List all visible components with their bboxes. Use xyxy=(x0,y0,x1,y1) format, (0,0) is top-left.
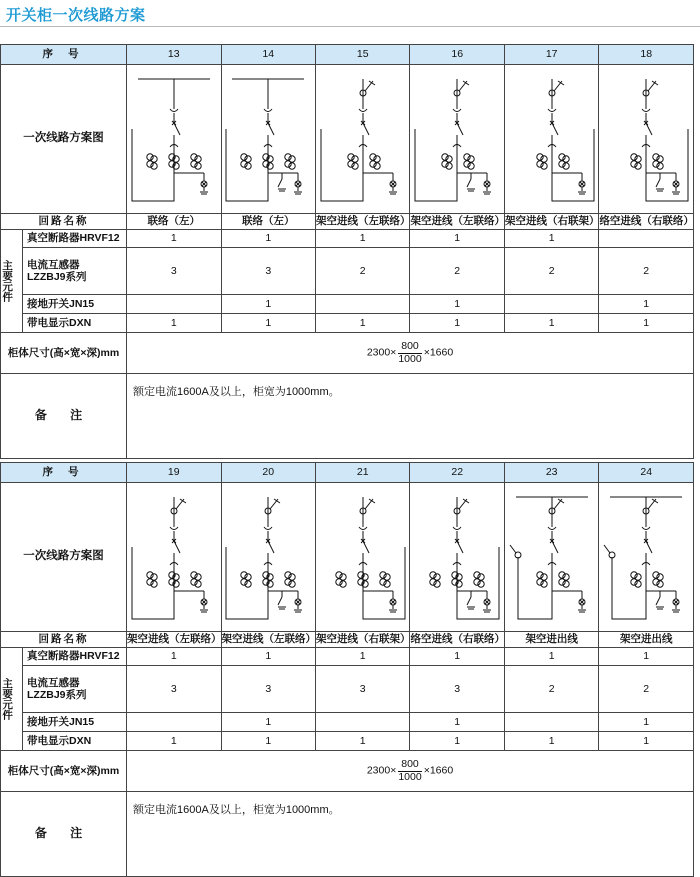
main-components-text: 主要元件 xyxy=(1,260,14,302)
dim-width-1000: 1000 xyxy=(398,352,422,365)
current-transformer-icon xyxy=(536,572,546,587)
current-transformer-icon xyxy=(285,572,295,587)
indicator-qty: 1 xyxy=(221,732,315,751)
scheme-number: 22 xyxy=(410,463,504,483)
current-transformer-icon xyxy=(430,572,440,587)
earthing-switch-icon xyxy=(656,173,664,191)
diagram-row-label: 一次线路方案图 xyxy=(1,65,127,214)
indicator-qty: 1 xyxy=(315,732,409,751)
indicator-qty: 1 xyxy=(504,732,598,751)
scheme-number: 14 xyxy=(221,45,315,65)
page-title: 开关柜一次线路方案 xyxy=(6,7,146,24)
dim-width-1000: 1000 xyxy=(398,770,422,783)
circuit-name-label: 回路名称 xyxy=(1,214,127,230)
circuit-name: 架空进出线 xyxy=(504,632,598,648)
current-transformer-icon xyxy=(147,572,157,587)
ct-qty: 3 xyxy=(221,248,315,295)
current-transformer-icon xyxy=(558,572,568,587)
dim-times: × xyxy=(390,346,397,359)
indicator-label: 带电显示DXN xyxy=(23,314,127,333)
single-line-diagram xyxy=(600,487,692,627)
breaker-qty: 1 xyxy=(410,648,504,666)
indicator-label: 带电显示DXN xyxy=(23,732,127,751)
dim-width-800: 800 xyxy=(401,758,419,771)
tie-line xyxy=(612,557,646,619)
breaker-qty: 1 xyxy=(221,648,315,666)
breaker-label: 真空断路器HRVF12 xyxy=(23,648,127,666)
dim-times: × xyxy=(423,764,430,777)
ct-qty: 2 xyxy=(410,248,504,295)
current-transformer-icon xyxy=(442,154,452,169)
ct-qty: 2 xyxy=(599,666,694,713)
main-components-label xyxy=(1,230,23,333)
circuit-breaker-icon xyxy=(172,121,180,135)
circuit-name: 架空进线（左联络） xyxy=(315,214,409,230)
scheme-number: 23 xyxy=(504,463,598,483)
ct-qty: 2 xyxy=(504,666,598,713)
circuit-breaker-icon xyxy=(644,121,652,135)
dim-depth: 1660 xyxy=(429,764,454,777)
circuit-name: 架空进线（左联络） xyxy=(127,632,221,648)
cable-head-icon xyxy=(265,499,280,514)
seq-header: 序 号 xyxy=(1,463,127,483)
plug-contact-icon xyxy=(170,109,178,112)
cable-head-icon xyxy=(549,499,564,514)
breaker-qty: 1 xyxy=(599,648,694,666)
ct-qty: 3 xyxy=(127,666,221,713)
notes-text: 额定电流1600A及以上，柜宽为1000mm。 xyxy=(127,374,694,459)
current-transformer-icon xyxy=(558,154,568,169)
circuit-name: 架空进线（左联络） xyxy=(410,214,504,230)
diagram-row-label: 一次线路方案图 xyxy=(1,483,127,632)
breaker-qty: 1 xyxy=(504,230,598,248)
voltage-indicator-icon xyxy=(578,173,586,194)
earth-switch-label: 接地开关JN15 xyxy=(23,295,127,314)
plug-contact-icon xyxy=(642,109,650,112)
cable-head-icon xyxy=(454,499,469,514)
current-transformer-icon xyxy=(263,572,273,587)
dims-value xyxy=(127,333,694,374)
earth-switch-qty: 1 xyxy=(410,295,504,314)
single-line-diagram xyxy=(222,69,314,209)
tie-line xyxy=(518,557,552,619)
ct-qty: 3 xyxy=(315,666,409,713)
dim-width-800: 800 xyxy=(401,340,419,353)
circuit-name: 架空进线（左联络） xyxy=(221,632,315,648)
arrester-icon xyxy=(604,545,615,558)
voltage-indicator-icon xyxy=(389,591,397,612)
voltage-indicator-icon xyxy=(672,173,680,194)
cable-head-icon xyxy=(549,81,564,96)
indicator-qty: 1 xyxy=(221,314,315,333)
circuit-name: 络空进线（右联络） xyxy=(599,214,694,230)
diagram-cell xyxy=(504,483,598,632)
diagram-cell xyxy=(221,65,315,214)
current-transformer-icon xyxy=(653,572,663,587)
notes-label: 备 注 xyxy=(1,374,127,459)
voltage-indicator-icon xyxy=(483,173,491,194)
plug-contact-icon xyxy=(264,527,272,530)
dim-width-fraction xyxy=(398,341,421,364)
breaker-qty: 1 xyxy=(127,230,221,248)
current-transformer-icon xyxy=(653,154,663,169)
tie-line xyxy=(415,129,457,201)
diagram-cell xyxy=(315,65,409,214)
breaker-qty: 1 xyxy=(315,230,409,248)
cable-head-icon xyxy=(643,499,658,514)
current-transformer-icon xyxy=(474,572,484,587)
ct-qty: 2 xyxy=(599,248,694,295)
cable-head-icon xyxy=(643,81,658,96)
diagram-cell xyxy=(599,65,694,214)
indicator-qty: 1 xyxy=(504,314,598,333)
earthing-switch-icon xyxy=(467,173,475,191)
single-line-diagram xyxy=(411,69,503,209)
current-transformer-icon xyxy=(191,154,201,169)
circuit-breaker-icon xyxy=(550,121,558,135)
voltage-indicator-icon xyxy=(483,591,491,612)
ct-label-line1: 电流互感器 xyxy=(27,258,80,271)
cable-head-icon xyxy=(454,81,469,96)
circuit-name: 络空进线（右联络） xyxy=(410,632,504,648)
indicator-qty: 1 xyxy=(127,732,221,751)
circuit-breaker-icon xyxy=(455,121,463,135)
diagram-cell xyxy=(315,483,409,632)
current-transformer-icon xyxy=(464,154,474,169)
circuit-name: 联络（左） xyxy=(221,214,315,230)
earth-switch-qty xyxy=(127,295,221,314)
earth-switch-qty xyxy=(504,713,598,732)
voltage-indicator-icon xyxy=(389,173,397,194)
dim-times: × xyxy=(390,764,397,777)
earth-switch-label: 接地开关JN15 xyxy=(23,713,127,732)
voltage-indicator-icon xyxy=(200,173,208,194)
single-line-diagram xyxy=(506,487,598,627)
circuit-breaker-icon xyxy=(172,539,180,553)
current-transformer-icon xyxy=(285,154,295,169)
seq-header: 序 号 xyxy=(1,45,127,65)
earthing-switch-icon xyxy=(278,173,286,191)
circuit-breaker-icon xyxy=(550,539,558,553)
voltage-indicator-icon xyxy=(294,173,302,194)
ct-qty: 2 xyxy=(504,248,598,295)
breaker-label: 真空断路器HRVF12 xyxy=(23,230,127,248)
diagram-cell xyxy=(599,483,694,632)
earth-switch-qty xyxy=(315,713,409,732)
indicator-qty: 1 xyxy=(127,314,221,333)
earth-switch-qty: 1 xyxy=(599,713,694,732)
current-transformer-icon xyxy=(452,572,462,587)
circuit-breaker-icon xyxy=(266,121,274,135)
earth-switch-qty: 1 xyxy=(599,295,694,314)
breaker-qty xyxy=(599,230,694,248)
circuit-breaker-icon xyxy=(644,539,652,553)
indicator-qty: 1 xyxy=(315,314,409,333)
breaker-qty: 1 xyxy=(504,648,598,666)
breaker-qty: 1 xyxy=(410,230,504,248)
current-transformer-icon xyxy=(380,572,390,587)
tie-line xyxy=(321,129,363,201)
diagram-cell xyxy=(221,483,315,632)
arrester-icon xyxy=(510,545,521,558)
dims-label: 柜体尺寸(高×宽×深)mm xyxy=(1,751,127,792)
tie-line xyxy=(646,129,688,201)
ct-label-line1: 电流互感器 xyxy=(27,676,80,689)
earthing-switch-icon xyxy=(278,591,286,609)
ct-qty: 3 xyxy=(127,248,221,295)
current-transformer-icon xyxy=(169,154,179,169)
tie-line xyxy=(552,129,594,201)
cable-head-icon xyxy=(360,499,375,514)
main-components-text: 主要元件 xyxy=(1,678,14,720)
earth-switch-qty xyxy=(127,713,221,732)
current-transformer-icon xyxy=(358,572,368,587)
voltage-indicator-icon xyxy=(294,591,302,612)
plug-contact-icon xyxy=(642,527,650,530)
circuit-breaker-icon xyxy=(266,539,274,553)
circuit-breaker-icon xyxy=(361,539,369,553)
single-line-diagram xyxy=(506,69,598,209)
circuit-name-label: 回路名称 xyxy=(1,632,127,648)
current-transformer-icon xyxy=(370,154,380,169)
ct-label-line2: LZZBJ9系列 xyxy=(27,689,87,701)
single-line-diagram xyxy=(128,487,220,627)
current-transformer-icon xyxy=(536,154,546,169)
scheme-number: 13 xyxy=(127,45,221,65)
earth-switch-qty xyxy=(315,295,409,314)
circuit-breaker-icon xyxy=(455,539,463,553)
voltage-indicator-icon xyxy=(200,591,208,612)
current-transformer-icon xyxy=(631,154,641,169)
plug-contact-icon xyxy=(170,527,178,530)
current-transformer-icon xyxy=(241,154,251,169)
single-line-diagram xyxy=(317,69,409,209)
earth-switch-qty: 1 xyxy=(410,713,504,732)
ct-qty: 3 xyxy=(410,666,504,713)
breaker-qty: 1 xyxy=(315,648,409,666)
current-transformer-icon xyxy=(263,154,273,169)
current-transformer-icon xyxy=(241,572,251,587)
dim-height: 2300 xyxy=(366,764,391,777)
main-components-label xyxy=(1,648,23,751)
indicator-qty: 1 xyxy=(410,732,504,751)
current-transformer-icon xyxy=(147,154,157,169)
dims-value xyxy=(127,751,694,792)
single-line-diagram xyxy=(317,487,409,627)
dims-label: 柜体尺寸(高×宽×深)mm xyxy=(1,333,127,374)
dim-width-fraction xyxy=(398,759,421,782)
plug-contact-icon xyxy=(264,109,272,112)
circuit-name: 联络（左） xyxy=(127,214,221,230)
current-transformer-icon xyxy=(169,572,179,587)
scheme-number: 20 xyxy=(221,463,315,483)
title-divider xyxy=(0,26,700,27)
notes-text: 额定电流1600A及以上，柜宽为1000mm。 xyxy=(127,792,694,877)
plug-contact-icon xyxy=(453,527,461,530)
scheme-number: 15 xyxy=(315,45,409,65)
plug-contact-icon xyxy=(453,109,461,112)
scheme-table xyxy=(0,462,694,877)
scheme-number: 17 xyxy=(504,45,598,65)
plug-contact-icon xyxy=(359,109,367,112)
ct-label xyxy=(23,666,127,713)
ct-qty: 3 xyxy=(221,666,315,713)
circuit-breaker-icon xyxy=(361,121,369,135)
breaker-qty: 1 xyxy=(221,230,315,248)
ct-qty: 2 xyxy=(315,248,409,295)
circuit-name: 架空进线（右联架） xyxy=(315,632,409,648)
diagram-cell xyxy=(127,65,221,214)
earth-switch-qty: 1 xyxy=(221,295,315,314)
current-transformer-icon xyxy=(631,572,641,587)
single-line-diagram xyxy=(128,69,220,209)
earth-switch-qty: 1 xyxy=(221,713,315,732)
diagram-cell xyxy=(504,65,598,214)
plug-contact-icon xyxy=(359,527,367,530)
circuit-name: 架空进线（右联架） xyxy=(504,214,598,230)
indicator-qty: 1 xyxy=(410,314,504,333)
current-transformer-icon xyxy=(348,154,358,169)
diagram-cell xyxy=(410,65,504,214)
scheme-number: 24 xyxy=(599,463,694,483)
scheme-number: 16 xyxy=(410,45,504,65)
breaker-qty: 1 xyxy=(127,648,221,666)
current-transformer-icon xyxy=(336,572,346,587)
current-transformer-icon xyxy=(191,572,201,587)
circuit-name: 架空进出线 xyxy=(599,632,694,648)
earth-switch-qty xyxy=(504,295,598,314)
indicator-qty: 1 xyxy=(599,732,694,751)
earthing-switch-icon xyxy=(467,591,475,609)
dim-height: 2300 xyxy=(366,346,391,359)
voltage-indicator-icon xyxy=(672,591,680,612)
notes-label: 备 注 xyxy=(1,792,127,877)
scheme-number: 18 xyxy=(599,45,694,65)
indicator-qty: 1 xyxy=(599,314,694,333)
earthing-switch-icon xyxy=(656,591,664,609)
diagram-cell xyxy=(410,483,504,632)
single-line-diagram xyxy=(411,487,503,627)
dim-depth: 1660 xyxy=(429,346,454,359)
cable-head-icon xyxy=(171,499,186,514)
single-line-diagram xyxy=(222,487,314,627)
scheme-number: 19 xyxy=(127,463,221,483)
scheme-table xyxy=(0,44,694,459)
single-line-diagram xyxy=(600,69,692,209)
cable-head-icon xyxy=(360,81,375,96)
plug-contact-icon xyxy=(548,109,556,112)
ct-label-line2: LZZBJ9系列 xyxy=(27,271,87,283)
voltage-indicator-icon xyxy=(578,591,586,612)
diagram-cell xyxy=(127,483,221,632)
ct-label xyxy=(23,248,127,295)
plug-contact-icon xyxy=(548,527,556,530)
scheme-number: 21 xyxy=(315,463,409,483)
dim-times: × xyxy=(423,346,430,359)
